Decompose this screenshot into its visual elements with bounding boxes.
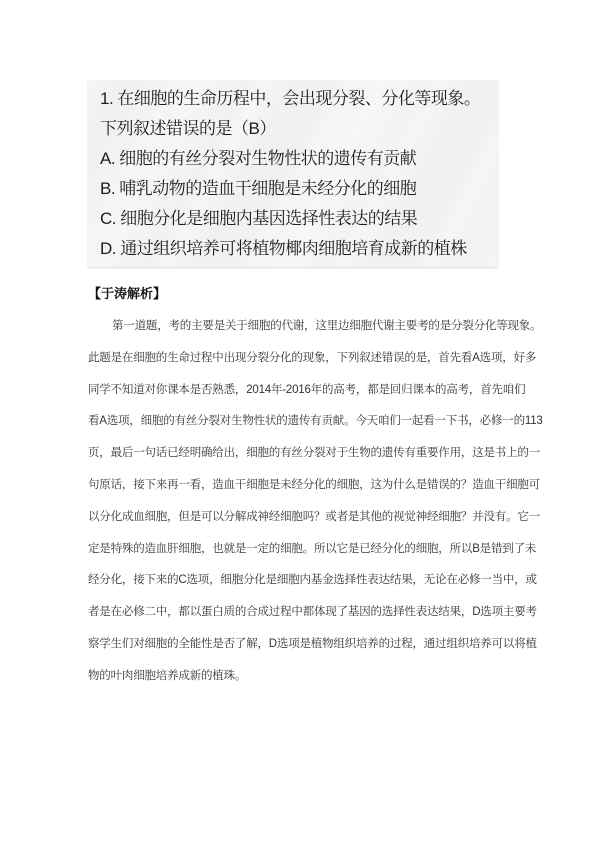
analysis-line: 第一道题，考的主要是关于细胞的代谢，这里边细胞代谢主要考的是分裂分化等现象。 — [112, 320, 542, 332]
question-option-d: D. 通过组织培养可将植物椰肉细胞培育成新的植株 — [100, 239, 467, 258]
analysis-line: 察学生们对细胞的全能性是否了解，D选项是植物组织培养的过程，通过组织培养可以将植 — [88, 637, 537, 650]
analysis-line: 经分化，接下来的C选项，细胞分化是细胞内基金选择性表达结果，无论在必修一当中，或 — [88, 574, 537, 587]
analysis-line: 物的叶肉细胞培养成新的植珠。 — [88, 669, 247, 682]
analysis-line: 以分化成血细胞，但是可以分解成神经细胞吗？或者是其他的视觉神经细胞？并没有。它一 — [88, 510, 540, 523]
analysis-line: 者是在必修二中，都以蛋白质的合成过程中都体现了基因的选择性表达结果，D选项主要考 — [88, 606, 537, 619]
analysis-paragraph — [88, 311, 543, 693]
question-stem-line-1: 1. 在细胞的生命历程中，会出现分裂、分化等现象。 — [100, 89, 481, 108]
analysis-line: 页，最后一句话已经明确给出，细胞的有丝分裂对于生物的遗传有重要作用，这是书上的一 — [88, 447, 540, 460]
analysis-line: 此题是在细胞的生命过程中出现分裂分化的现象，下列叙述错误的是，首先看A选项，好多 — [88, 351, 537, 364]
question-option-b: B. 哺乳动物的造血干细胞是未经分化的细胞 — [100, 179, 417, 198]
question-card — [88, 80, 498, 267]
question-stem-line-2: 下列叙述错误的是（B） — [100, 119, 276, 138]
analysis-line: 句原话，接下来再一看，造血干细胞是未经分化的细胞，这为什么是错误的？造血干细胞可 — [88, 478, 540, 491]
question-option-c: C. 细胞分化是细胞内基因选择性表达的结果 — [100, 209, 418, 228]
analysis-line: 看A选项，细胞的有丝分裂对生物性状的遗传有贡献。今天咱们一起看一下书，必修一的113 — [88, 415, 543, 428]
question-option-a: A. 细胞的有丝分裂对生物性状的遗传有贡献 — [100, 149, 417, 168]
analysis-line: 同学不知道对你课本是否熟悉，2014年-2016年的高考，都是回归课本的高考，首先咱们 — [88, 383, 526, 396]
analysis-line: 定是特殊的造血肝细胞，也就是一定的细胞。所以它是已经分化的细胞，所以B是错到了未 — [88, 542, 537, 555]
analysis-heading: 【于涛解析】 — [88, 286, 167, 301]
